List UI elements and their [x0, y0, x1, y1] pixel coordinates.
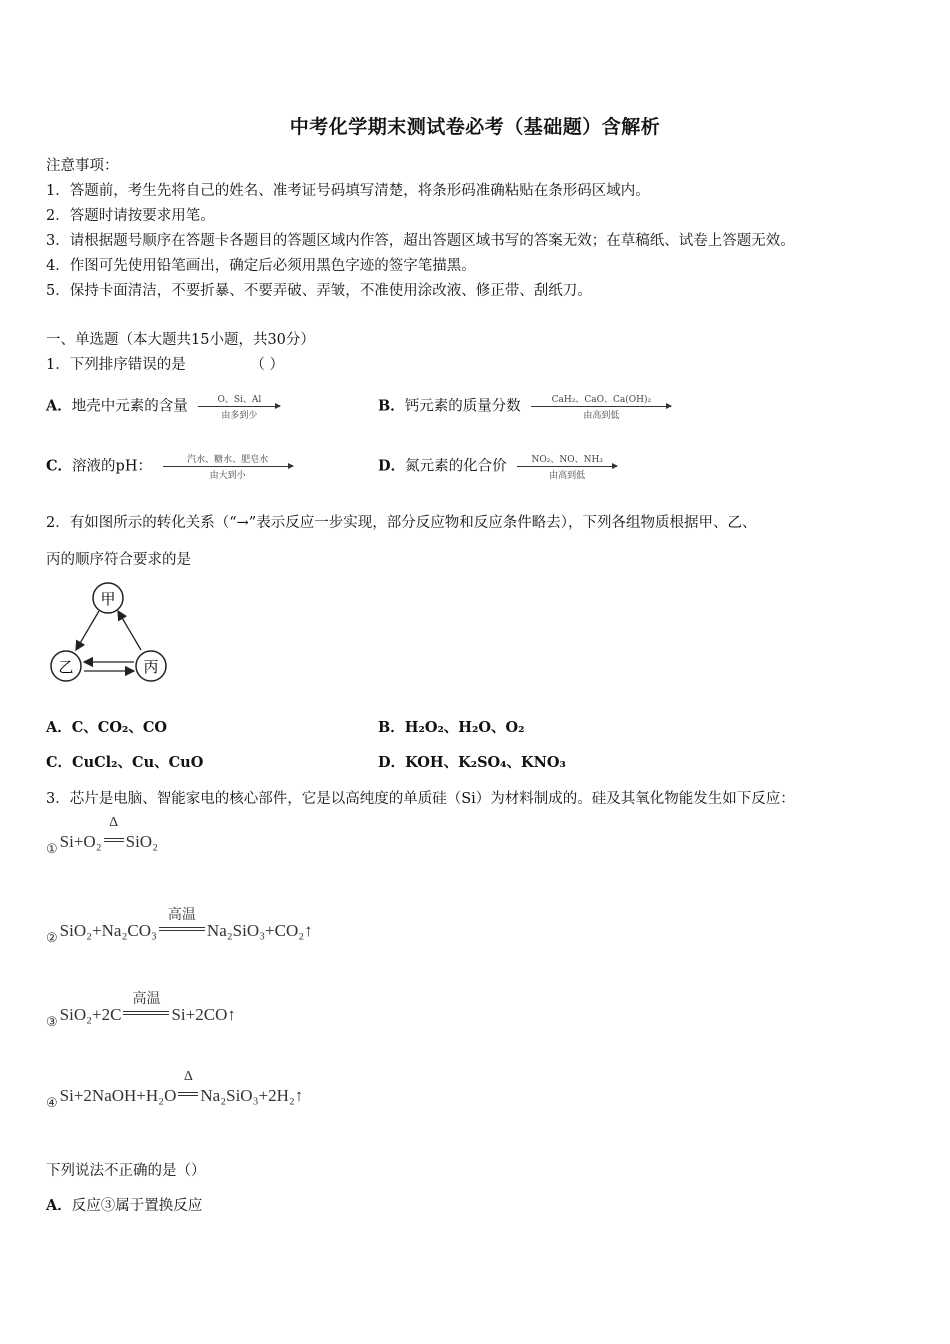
q2-option-a [46, 716, 167, 737]
option-label: C． [46, 754, 73, 771]
option-label: A． [46, 397, 72, 415]
notice-item: 4．作图可先使用铅笔画出，确定后必须用黑色字迹的签字笔描黑。 [46, 258, 476, 274]
reaction-number: ② [46, 930, 58, 945]
option-label: D． [378, 457, 406, 475]
arrow-top-text: O、Si、Al [217, 395, 262, 405]
q2-stem-line2: 丙的顺序符合要求的是 [46, 552, 191, 568]
reaction-right: Na₂SiO₃+2H₂↑ [200, 1086, 304, 1105]
q3-option-a [46, 1194, 202, 1215]
reaction-number: ③ [46, 1014, 58, 1029]
reaction-right: Na₂SiO₃+CO₂↑ [206, 921, 313, 940]
reaction-number: ① [46, 841, 58, 856]
reaction-condition [123, 992, 169, 1025]
reaction-left: Si+O₂ [59, 832, 102, 851]
notice-item: 3．请根据题号顺序在答题卡各题目的答题区域内作答，超出答题区域书写的答案无效；在草稿纸、试卷上答题无效。 [46, 233, 795, 249]
arrow-bottom-text: 由高到低 [583, 411, 620, 421]
reaction-condition [159, 908, 205, 941]
arrow-top-text: CaH₂、CaO、Ca(OH)₂ [551, 395, 652, 405]
notice-item: 5．保持卡面清洁，不要折暴、不要弄破、弄皱，不准使用涂改液、修正带、刮纸刀。 [46, 283, 592, 299]
equals-sign [104, 838, 124, 842]
q2-option-c [46, 751, 203, 772]
ordering-arrow [517, 452, 617, 481]
q3-stem: 3．芯片是电脑、智能家电的核心部件，它是以高纯度的单质硅（Si）为材料制成的。硅及其氧化物能发生如下反应： [46, 791, 795, 807]
notice-item: 2．答题时请按要求用笔。 [46, 208, 215, 224]
q2-option-b [378, 716, 524, 737]
arrow-bottom-text: 由高到低 [549, 471, 586, 481]
option-text: KOH、K₂SO₄、KNO₃ [405, 754, 566, 771]
node-yi-label: 乙 [58, 658, 74, 676]
option-label: A． [46, 1197, 72, 1214]
condition-text: Δ [183, 1069, 193, 1084]
arrow-icon [198, 406, 280, 407]
condition-text: 高温 [167, 908, 196, 923]
q1-option-a [46, 392, 280, 421]
option-text: C、CO₂、CO [71, 719, 167, 736]
page-title: 中考化学期末测试卷必考（基础题）含解析 [289, 116, 661, 138]
reaction-condition [178, 1069, 198, 1106]
reaction-right: SiO₂ [125, 832, 159, 851]
q1-stem-text: 1．下列排序错误的是 [46, 357, 186, 373]
notice-heading: 注意事项： [46, 158, 119, 174]
arrow-bing-to-jia [118, 611, 141, 650]
ordering-arrow [163, 452, 293, 481]
equals-sign [178, 1092, 198, 1096]
arrow-bottom-text: 由多到少 [221, 411, 258, 421]
reaction-2 [46, 908, 313, 946]
q3-question: 下列说法不正确的是（） [46, 1163, 206, 1179]
reaction-right: Si+2CO↑ [171, 1005, 236, 1024]
arrow-icon [163, 466, 293, 467]
q1-option-d [378, 452, 617, 481]
arrow-top-text: 汽水、糖水、肥皂水 [187, 455, 269, 465]
q2-option-d [378, 751, 566, 772]
option-text: 反应③属于置换反应 [71, 1198, 203, 1214]
reaction-4 [46, 1069, 304, 1111]
option-text: 地壳中元素的含量 [71, 398, 188, 415]
option-label: B． [378, 397, 405, 415]
reaction-left: SiO₂+2C [59, 1005, 122, 1024]
option-label: C． [46, 457, 73, 475]
option-text: 溶液的pH： [72, 458, 152, 475]
option-label: D． [378, 754, 406, 771]
node-jia-label: 甲 [100, 590, 116, 608]
option-text: H₂O₂、H₂O、O₂ [404, 719, 525, 736]
conversion-diagram [44, 578, 174, 688]
arrow-jia-to-yi [76, 611, 99, 650]
option-text: CuCl₂、Cu、CuO [72, 754, 204, 771]
equals-sign [123, 1011, 169, 1015]
arrow-top-text: NO₂、NO、NH₃ [531, 455, 603, 465]
reaction-left: Si+2NaOH+H₂O [59, 1086, 177, 1105]
arrow-bottom-text: 由大到小 [209, 471, 246, 481]
ordering-arrow [198, 392, 280, 421]
arrow-icon [517, 466, 617, 467]
section-heading: 一、单选题（本大题共15小题，共30分） [46, 332, 315, 348]
reaction-condition [104, 815, 124, 852]
notice-item: 1．答题前，考生先将自己的姓名、准考证号码填写清楚，将条形码准确粘贴在条形码区域内。 [46, 183, 650, 199]
option-label: B． [378, 719, 405, 736]
condition-text: Δ [109, 815, 119, 830]
option-text: 氮元素的化合价 [405, 458, 507, 475]
equals-sign [159, 927, 205, 931]
arrow-icon [531, 406, 671, 407]
q1-stem [46, 353, 284, 374]
q1-option-c [46, 452, 293, 481]
q1-answer-paren: （ ） [250, 357, 284, 373]
q2-stem-line1: 2．有如图所示的转化关系（“→”表示反应一步实现，部分反应物和反应条件略去），下列各组物质根据甲、乙、 [46, 515, 757, 531]
ordering-arrow [531, 392, 671, 421]
option-text: 钙元素的质量分数 [404, 398, 521, 415]
condition-text: 高温 [132, 992, 161, 1007]
node-bing-label: 丙 [143, 658, 159, 676]
reaction-1 [46, 815, 159, 857]
reaction-left: SiO₂+Na₂CO₃ [59, 921, 157, 940]
reaction-number: ④ [46, 1095, 58, 1110]
option-label: A． [46, 719, 72, 736]
reaction-3 [46, 992, 236, 1030]
q1-option-b [378, 392, 671, 421]
